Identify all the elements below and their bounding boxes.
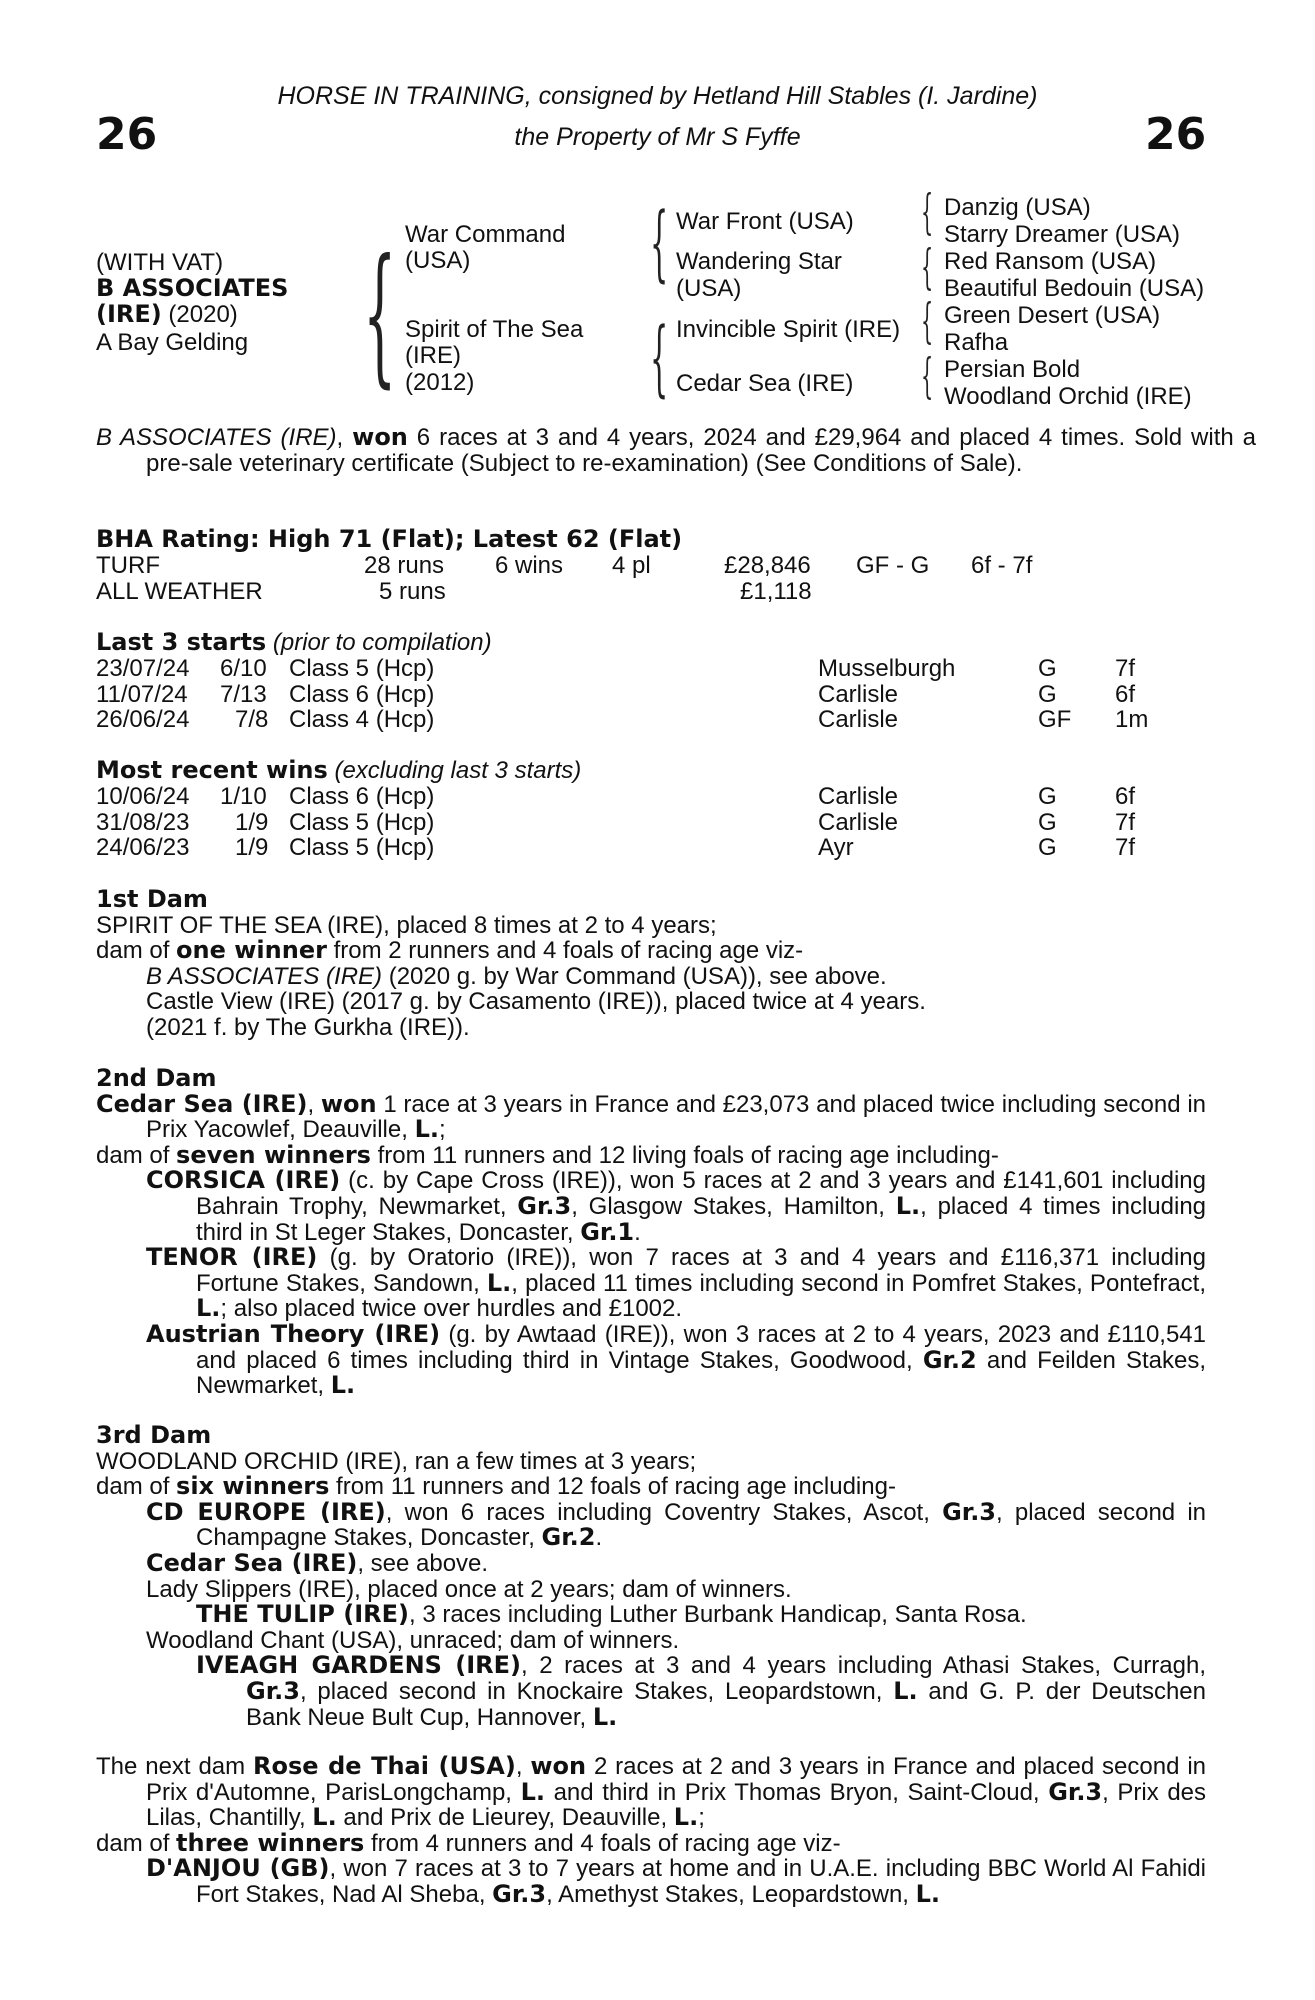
dam-of-text: dam of (96, 1473, 177, 1501)
last3-row (96, 656, 1196, 682)
third-dam-line: WOODLAND ORCHID (IRE), ran a few times at 3 years; (96, 1447, 697, 1475)
runners-text: from 11 runners and 12 foals of racing age including- (329, 1473, 896, 1501)
recent-row (96, 835, 1196, 861)
bha-rating-title: BHA Rating: High 71 (Flat); Latest 62 (Flat) (96, 525, 683, 553)
grade-label: L. (520, 1777, 545, 1806)
rating-distance: 6f - 7f (971, 552, 1033, 579)
produce-entry (96, 1548, 1206, 1577)
text: (c. by Cape Cross (IRE)), won 5 races at 2 and 3 years and £141,601 including Bahrain Trophy, Newmarket, (196, 1167, 1206, 1220)
winners-count: six winners (176, 1472, 330, 1501)
recent-note: (excluding last 3 starts) (334, 757, 582, 784)
pedigree-brace-g1: { (921, 184, 934, 240)
first-dam-produce-line (96, 938, 1206, 964)
sire-sire: War Front (USA) (676, 208, 854, 235)
pedigree-brace-g4: { (921, 348, 934, 404)
produce-name: D'ANJOU (GB) (146, 1854, 330, 1883)
produce-name: B ASSOCIATES (IRE) (146, 962, 383, 990)
race-going: G (1038, 680, 1057, 708)
grade-label: Gr.2 (541, 1523, 596, 1552)
rating-going: GF - G (856, 552, 930, 579)
race-course: Musselburgh (818, 655, 956, 682)
produce-name: CORSICA (IRE) (146, 1166, 341, 1195)
text: , see above. (357, 1549, 489, 1577)
summary-horse-name: B ASSOCIATES (IRE) (96, 424, 337, 451)
winners-count: one winner (176, 936, 327, 965)
pedigree-brace-sire: { (650, 196, 669, 291)
produce-name: CD EUROPE (IRE) (146, 1497, 386, 1526)
rating-surface: ALL WEATHER (96, 577, 263, 605)
text: , placed 11 times including second in Pomfret Stakes, Pontefract, (511, 1269, 1206, 1297)
text: , placed 4 times including third in St Leger Stakes, Doncaster, (196, 1192, 1207, 1246)
grade-label: L. (915, 1879, 941, 1908)
first-dam-line: SPIRIT OF THE SEA (IRE), placed 8 times at 2 to 4 years; (96, 911, 717, 939)
first-dam-section (96, 887, 1206, 1041)
dam-country: (IRE) (405, 342, 461, 369)
race-position: 1/9 (235, 834, 269, 862)
next-dam-record (96, 1754, 1206, 1831)
g3-dam: Rafha (944, 329, 1009, 356)
grade-label: Gr.1 (580, 1217, 635, 1246)
produce-entry: Castle View (IRE) (2017 g. by Casamento (IRE)), placed twice at 4 years. (146, 988, 926, 1016)
rating-runs: 5 runs (379, 577, 446, 605)
grade-label: L. (895, 1191, 921, 1220)
race-course: Carlisle (818, 680, 899, 708)
lot-number-right: 26 (1145, 109, 1207, 160)
dam-dam: Cedar Sea (IRE) (676, 370, 854, 397)
recent-title: Most recent wins (96, 756, 328, 784)
text: , 2 races at 3 and 4 years including Athasi Stakes, Curragh, (520, 1652, 1206, 1680)
grade-label: L. (486, 1268, 512, 1297)
rating-table (96, 553, 1196, 604)
race-position: 6/10 (220, 655, 267, 682)
runners-text: from 2 runners and 4 foals of racing age viz- (326, 937, 804, 965)
rating-places: 4 pl (612, 552, 651, 579)
produce-entry (96, 1602, 1206, 1628)
race-course: Carlisle (818, 808, 899, 836)
race-distance: 6f (1115, 783, 1136, 810)
race-date: 11/07/24 (96, 680, 188, 708)
text: . (634, 1218, 641, 1246)
rating-wins: 6 wins (495, 552, 564, 579)
next-dam-name: Rose de Thai (USA) (253, 1752, 516, 1780)
grade-label: Gr.3 (492, 1879, 547, 1908)
last3-row (96, 707, 1196, 733)
produce-entry (96, 964, 1206, 990)
g4-dam: Woodland Orchid (IRE) (944, 383, 1192, 410)
horse-name: B ASSOCIATES (96, 274, 289, 302)
race-going: G (1038, 655, 1057, 682)
consignor-line: HORSE IN TRAINING, consigned by Hetland Hill Stables (I. Jardine) (277, 82, 1038, 110)
horse-origin (96, 302, 238, 328)
winners-count: three winners (176, 1828, 365, 1857)
text: and Feilden Stakes, Newmarket, (196, 1346, 1206, 1400)
produce-detail: (2020 g. by War Command (USA)), see above. (382, 962, 887, 990)
second-dam-produce-line (96, 1140, 1206, 1169)
produce-entry: Woodland Chant (USA), unraced; dam of winners. (146, 1626, 680, 1654)
next-dam-produce-line (96, 1828, 1206, 1857)
text: 2 races at 2 and 3 years in France and placed second in Prix d'Automne, ParisLongchamp, (146, 1753, 1206, 1806)
g1-dam: Starry Dreamer (USA) (944, 221, 1181, 248)
produce-entry (96, 1856, 1206, 1907)
summary-vet: Sold with a pre-sale veterinary certificate (Subject to re-examination) (See Conditions of Sale). (146, 424, 1257, 477)
rating-surface: TURF (96, 552, 160, 579)
rating-prize: £28,846 (724, 552, 811, 579)
vat-label: (WITH VAT) (96, 249, 224, 276)
race-date: 31/08/23 (96, 808, 190, 836)
text: ; (438, 1116, 446, 1144)
race-going: G (1038, 834, 1057, 862)
last3-heading (96, 630, 492, 656)
text: and third in Prix Thomas Bryon, Saint-Cloud, (544, 1778, 1049, 1806)
last3-title: Last 3 starts (96, 628, 267, 656)
produce-name: TENOR (IRE) (146, 1243, 318, 1272)
grade-label: Gr.3 (942, 1497, 997, 1526)
winners-count: seven winners (176, 1140, 371, 1169)
race-distance: 6f (1115, 680, 1136, 708)
grade-label: Gr.3 (246, 1676, 300, 1705)
dam-sire: Invincible Spirit (IRE) (676, 316, 901, 343)
race-distance: 7f (1115, 834, 1136, 862)
runners-text: from 11 runners and 12 living foals of racing age including- (370, 1141, 999, 1169)
race-date: 23/07/24 (96, 655, 190, 682)
pedigree-brace-dam: { (650, 311, 669, 406)
produce-name: Austrian Theory (IRE) (146, 1319, 441, 1348)
sire-dam-name: Wandering Star (676, 248, 842, 275)
summary-comma: , (336, 424, 353, 451)
last3-row (96, 682, 1196, 708)
text: , placed second in Champagne Stakes, Doncaster, (196, 1498, 1207, 1552)
race-position: 1/9 (235, 808, 269, 836)
lot-number-left: 26 (96, 109, 158, 160)
summary-won: won (352, 423, 408, 451)
recent-row (96, 810, 1196, 836)
recent-heading (96, 758, 581, 784)
horse-description: A Bay Gelding (96, 329, 249, 356)
race-course: Ayr (818, 834, 854, 862)
race-distance: 1m (1115, 706, 1149, 734)
third-dam-title: 3rd Dam (96, 1421, 212, 1449)
pedigree-brace-main: { (363, 228, 397, 402)
grade-label: Gr.2 (922, 1345, 977, 1374)
race-date: 10/06/24 (96, 783, 190, 810)
dam-of-text: dam of (96, 937, 177, 965)
won-text: won (320, 1089, 377, 1118)
grade-label: L. (592, 1702, 618, 1731)
race-date: 26/06/24 (96, 706, 190, 734)
second-dam-record (96, 1089, 1207, 1144)
text: (g. by Awtaad (IRE)), won 3 races at 2 to 4 years, 2023 and £110,541 and placed 6 times including third in Vintage Stakes, Goodwood, (196, 1320, 1206, 1374)
text: , won 7 races at 3 to 7 years at home and in U.A.E. including BBC World Al Fahidi Fort Stakes, Nad Al Sheba, (196, 1855, 1206, 1908)
grade-label: L. (673, 1803, 699, 1832)
sire-name: War Command (405, 221, 566, 248)
text: ; also placed twice over hurdles and £1002. (220, 1295, 683, 1323)
sire-dam-country: (USA) (676, 275, 742, 302)
race-distance: 7f (1115, 808, 1136, 836)
text: . (595, 1524, 603, 1552)
text: , won 6 races including Coventry Stakes, Ascot, (385, 1498, 943, 1526)
grade-label: L. (893, 1676, 918, 1705)
rating-prize: £1,118 (740, 577, 812, 605)
dam-name: Spirit of The Sea (405, 316, 584, 343)
race-course: Carlisle (818, 706, 899, 734)
second-dam-name: Cedar Sea (IRE) (96, 1089, 308, 1118)
race-distance: 7f (1115, 655, 1136, 682)
sire-country: (USA) (405, 247, 471, 274)
summary-paragraph (96, 425, 1256, 476)
recent-table (96, 784, 1196, 861)
race-class: Class 6 (Hcp) (289, 680, 435, 708)
won-text: won (530, 1752, 587, 1780)
text: (g. by Oratorio (IRE)), won 7 races at 3 and 4 years and £116,371 including Fortune Stakes, Sandown, (196, 1244, 1206, 1297)
race-class: Class 6 (Hcp) (289, 783, 435, 810)
second-dam-title: 2nd Dam (96, 1064, 217, 1092)
race-going: GF (1038, 706, 1072, 734)
dam-of-text: dam of (96, 1829, 177, 1857)
race-going: G (1038, 808, 1057, 836)
grade-label: L. (312, 1803, 337, 1832)
race-date: 24/06/23 (96, 834, 190, 862)
text: ; (698, 1804, 705, 1832)
dam-of-text: dam of (96, 1141, 177, 1169)
grade-label: L. (414, 1115, 439, 1144)
text: , placed second in Knockaire Stakes, Leopardstown, (299, 1677, 894, 1705)
rating-row-turf (96, 553, 1196, 579)
grade-label: Gr.3 (517, 1191, 572, 1220)
produce-entry (96, 1497, 1207, 1552)
rating-runs: 28 runs (364, 552, 445, 579)
g2-dam: Beautiful Bedouin (USA) (944, 275, 1205, 302)
first-dam-title: 1st Dam (96, 885, 208, 913)
last3-note: (prior to compilation) (272, 629, 492, 656)
text: and G. P. der Deutschen Bank Neue Bult Cup, Hannover, (246, 1677, 1207, 1731)
next-dam-section (96, 1754, 1206, 1908)
race-going: G (1038, 783, 1057, 810)
third-dam-produce-line (96, 1474, 1206, 1500)
grade-label: Gr.3 (1048, 1777, 1103, 1806)
text: , Prix des Lilas, Chantilly, (146, 1778, 1207, 1832)
produce-entry (96, 1319, 1206, 1400)
pedigree-brace-g2: { (921, 239, 934, 295)
third-dam-section (96, 1423, 1206, 1730)
pedigree-brace-g3: { (921, 293, 934, 349)
property-line: the Property of Mr S Fyffe (514, 123, 801, 151)
race-class: Class 5 (Hcp) (289, 808, 435, 836)
race-class: Class 5 (Hcp) (289, 655, 435, 682)
g2-sire: Red Ransom (USA) (944, 248, 1157, 275)
produce-name: THE TULIP (IRE) (196, 1600, 409, 1629)
race-position: 7/13 (220, 680, 267, 708)
produce-entry (96, 1653, 1206, 1730)
horse-country: (IRE) (96, 300, 162, 328)
produce-entry (96, 1245, 1206, 1322)
second-dam-section (96, 1066, 1206, 1399)
g4-sire: Persian Bold (944, 356, 1081, 383)
race-class: Class 4 (Hcp) (289, 706, 435, 734)
produce-name: Cedar Sea (IRE) (146, 1548, 358, 1577)
g1-sire: Danzig (USA) (944, 194, 1091, 221)
rating-row-aw (96, 579, 1196, 605)
horse-year: (2020) (168, 301, 238, 328)
race-class: Class 5 (Hcp) (289, 834, 435, 862)
text: , Glasgow Stakes, Hamilton, (571, 1192, 896, 1220)
grade-label: L. (196, 1294, 221, 1323)
text: , Amethyst Stakes, Leopardstown, (546, 1880, 916, 1908)
text: , 3 races including Luther Burbank Handicap, Santa Rosa. (408, 1601, 1027, 1629)
produce-name: IVEAGH GARDENS (IRE) (196, 1651, 521, 1680)
g3-sire: Green Desert (USA) (944, 302, 1161, 329)
last3-table (96, 656, 1196, 733)
grade-label: L. (330, 1371, 356, 1400)
text: The next dam (96, 1753, 253, 1780)
produce-entry (96, 1168, 1206, 1245)
race-course: Carlisle (818, 783, 899, 810)
dam-year: (2012) (405, 369, 475, 396)
runners-text: from 4 runners and 4 foals of racing age viz- (364, 1829, 841, 1857)
text: and Prix de Lieurey, Deauville, (336, 1804, 674, 1832)
text: 1 race at 3 years in France and £23,073 and placed twice including second in Prix Yacowlef, Deauville, (146, 1090, 1207, 1144)
text: , (515, 1753, 531, 1780)
text: , (307, 1090, 321, 1118)
race-position: 1/10 (220, 783, 267, 810)
recent-row (96, 784, 1196, 810)
summary-record: 6 races at 3 and 4 years, 2024 and £29,964 and placed 4 times. (407, 424, 1126, 451)
race-position: 7/8 (235, 706, 269, 734)
produce-entry: (2021 f. by The Gurkha (IRE)). (146, 1013, 470, 1041)
produce-entry: Lady Slippers (IRE), placed once at 2 years; dam of winners. (146, 1575, 792, 1603)
